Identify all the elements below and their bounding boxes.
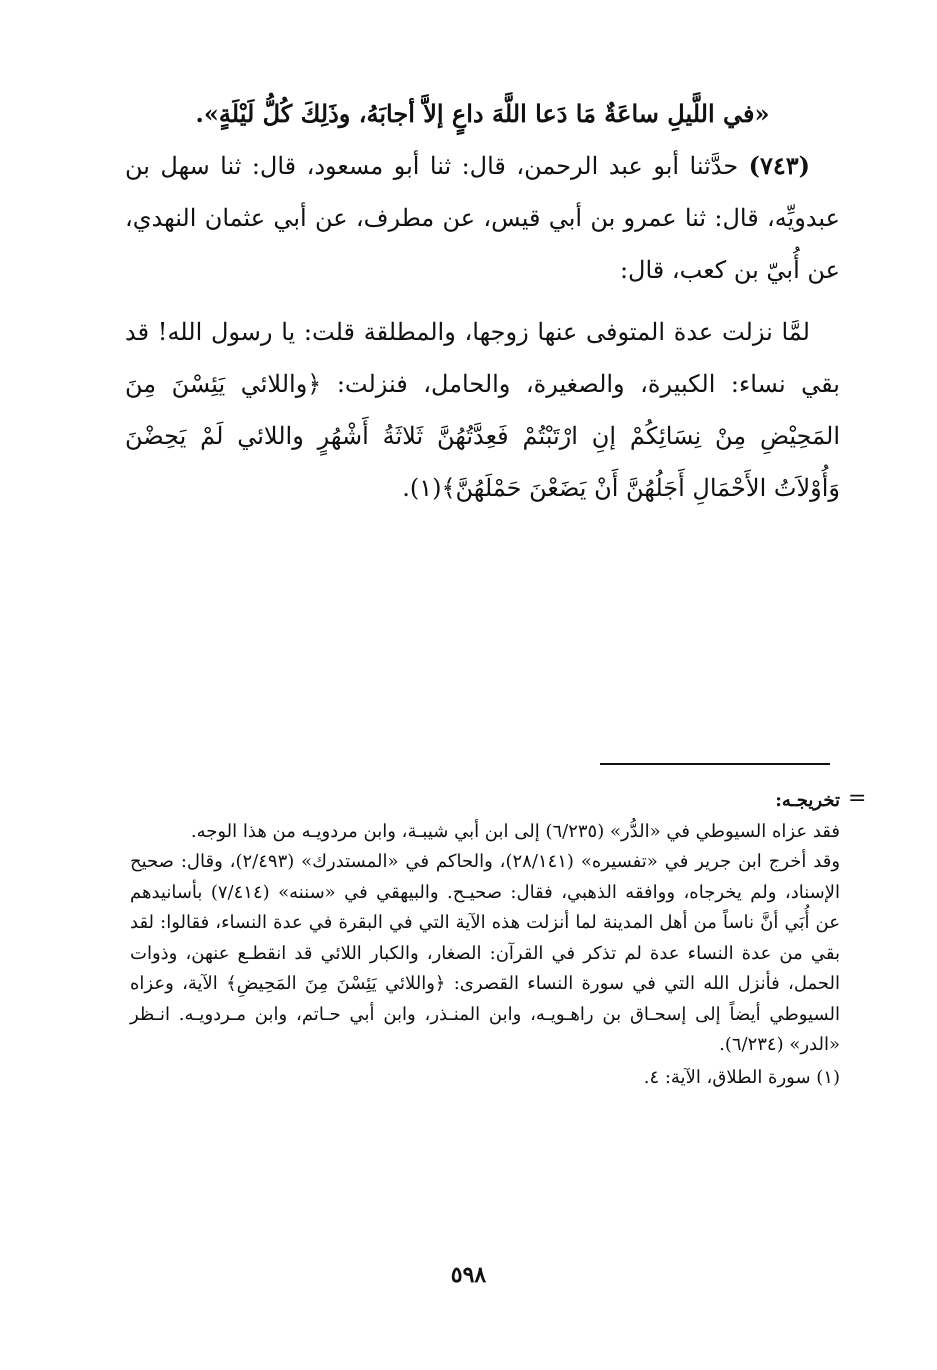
hadith-matn: لمَّا نزلت عدة المتوفى عنها زوجها، والمطلقة قلت: يا رسول الله! قد بقي نساء: الكبيرة، والصغيرة، والحامل، فنزلت: ﴿واللائي يَئِسْنَ مِنَ المَحِيْضِ مِنْ نِسَائِكُمْ إنِ ارْتَبْتُمْ فَعِدَّتُهُنَّ ثَلاثَةُ أَشْهُرٍ واللائي لَمْ يَحِضْنَ وَأُوْلاَتُ الأَحْمَالِ أَجَلُهُنَّ أَنْ يَضَعْنَ حَمْلَهُنَّ﴾(١). bbox=[125, 318, 840, 502]
main-text bbox=[125, 88, 840, 514]
page-number: ٥٩٨ bbox=[450, 1262, 487, 1288]
footnote-reference: (١) سورة الطلاق، الآية: ٤. bbox=[643, 1066, 840, 1088]
hadith-number: (٧٤٣) bbox=[748, 151, 810, 180]
footnote-heading: تخريجـه: bbox=[775, 790, 840, 811]
footnote-section bbox=[130, 786, 840, 1093]
footnote-continuation-marker: = bbox=[848, 786, 867, 811]
footnote-paragraph-2: وقد أخرج ابن جرير في «تفسيره» (٢٨/١٤١)، والحاكم في «المستدرك» (٢/٤٩٣)، وقال: صحيح الإسناد، ولم يخرجاه، ووافقه الذهبي، فقال: صحيـح. والبيهقي في «سننه» (٧/٤١٤) بأسانيدهم عن أُبَي أنَّ ناساً من أهل المدينة لما أنزلت هذه الآية التي في البقرة في عدة النساء، فقالوا: لقد بقي من عدة النساء عدة لم تذكر في القرآن: الصغار، والكبار اللائي قد انقطـع عنهن، وذوات الحمل، فأنزل الله التي في سورة النساء القصرى: ﴿واللائي يَئِسْنَ مِنَ المَحِيضِ﴾ الآية، وعزاه السيوطي أيضاً إلى إسحـاق بن راهـويـه، وابن المنـذر، وابن أبي حـاتم، وابن مـردويـه. انـظر «الدر» (٦/٢٣٤). bbox=[130, 851, 841, 1055]
hadith-continuation-line: «في اللَّيلِ ساعَةٌ مَا دَعا اللَّهَ داعٍ إلاَّ أجابَهُ، وذَلِكَ كُلُّ لَيْلَةٍ». bbox=[195, 99, 770, 128]
footnote-divider bbox=[600, 763, 830, 765]
hadith-isnad: حدَّثنا أبو عبد الرحمن، قال: ثنا أبو مسعود، قال: ثنا سهل بن عبدويِّه، قال: ثنا عمرو بن أبي قيس، عن مطرف، عن أبي عثمان النهدي، عن أُبيّ بن كعب، قال: bbox=[125, 152, 840, 284]
hadith-isnad-paragraph bbox=[125, 140, 840, 296]
footnote-paragraph-1: فقد عزاه السيوطي في «الدُّر» (٦/٢٣٥) إلى ابن أبي شيبـة، وابن مردويـه من هذا الوجه. bbox=[190, 820, 840, 842]
